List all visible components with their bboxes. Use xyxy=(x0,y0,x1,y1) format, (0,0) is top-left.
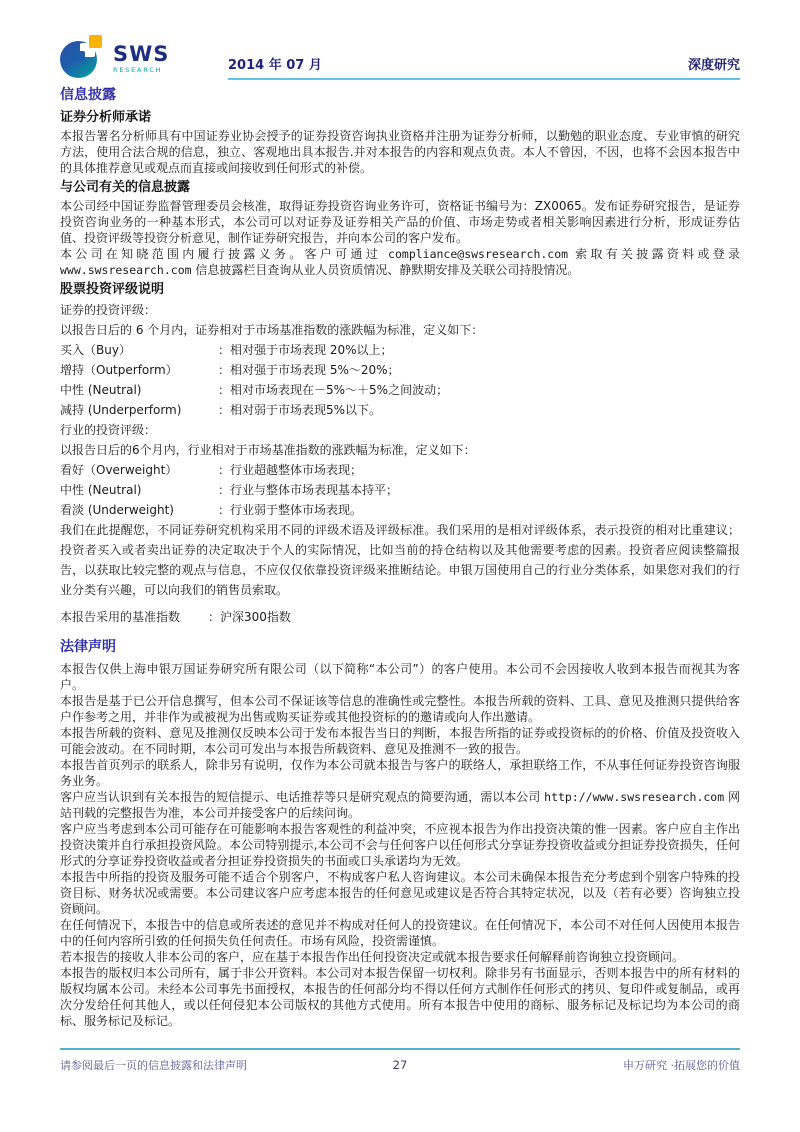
company-disclosure-text-1: 本公司经中国证券监督管理委员会核准，取得证券投资咨询业务许可，资格证书编号为：ZX0065。发布证券研究报告，是证券投资咨询业务的一种基本形式，本公司可以对证券及证券相关产品的价值、市场走势或者相关影响因素进行分析，形成证券估值、投资评级等投资分析意见，制作证券研究报告，并向本公司的客户发布。 xyxy=(60,199,740,245)
rating-row-neutral xyxy=(60,380,740,400)
legal-paragraph-5 xyxy=(60,789,740,821)
rating-label: 减持 (Underperform) xyxy=(60,403,182,417)
rating-desc: ：行业弱于整体市场表现。 xyxy=(218,503,363,517)
footer-disclaimer-note: 请参阅最后一页的信息披露和法律声明 xyxy=(60,1059,247,1072)
page-number: 27 xyxy=(392,1058,408,1072)
report-date: 2014 年 07 月 xyxy=(228,58,322,73)
security-rating-intro: 证券的投资评级： xyxy=(60,303,157,317)
legal-paragraph-8: 在任何情况下，本报告中的信息或所表述的意见并不构成对任何人的投资建议。在任何情况下，本公司不对任何人因使用本报告中的任何内容所引致的任何损失负任何责任。市场有风险，投资需谨慎。 xyxy=(60,918,740,948)
legal-paragraph-7: 本报告中所指的投资及服务可能不适合个别客户，不构成客户私人咨询建议。本公司未确保本报告充分考虑到个别客户特殊的投资目标、财务状况或需要。本公司建议客户应考虑本报告的任何意见或建议是否符合其特定状况，以及（若有必要）咨询独立投资顾问。 xyxy=(60,870,740,916)
footer-rule xyxy=(60,1048,740,1050)
analyst-commitment-text: 本报告署名分析师具有中国证券业协会授予的证券投资咨询执业资格并注册为证券分析师，以勤勉的职业态度、专业审慎的研究方法，使用合法合规的信息，独立、客观地出具本报告.并对本报告的内容和观点负责。本人不曾因，不因，也将不会因本报告中的具体推荐意见或观点而直接或间接收到任何形式的补偿。 xyxy=(60,129,740,175)
logo-orange-square xyxy=(89,35,102,48)
footer-brand-slogan: 申万研究 ·拓展您的价值 xyxy=(623,1059,740,1072)
subsection-company-disclosure: 与公司有关的信息披露 xyxy=(60,180,191,195)
compliance-email: compliance@swsresearch.com xyxy=(388,247,569,261)
disclosure-text-part: 信息披露栏目查询从业人员资质情况、静默期安排及关联公司持股情况。 xyxy=(191,263,580,277)
disclosure-text-part: 索取有关披露资料或登录 xyxy=(568,247,740,261)
rating-label: 增持（Outperform） xyxy=(60,363,178,377)
sws-logo-icon xyxy=(60,34,106,80)
page-footer xyxy=(60,1048,740,1073)
benchmark-label: 本报告采用的基准指数 xyxy=(60,610,181,624)
rating-desc: ：相对弱于市场表现5%以下。 xyxy=(218,403,382,417)
company-website-url: www.swsresearch.com xyxy=(60,263,192,277)
subsection-rating-explanation: 股票投资评级说明 xyxy=(60,282,165,297)
legal-paragraph-4: 本报告首页列示的联系人，除非另有说明，仅作为本公司就本报告与客户的联络人，承担联络工作，不从事任何证券投资咨询服务业务。 xyxy=(60,758,740,788)
rating-row-buy xyxy=(60,340,740,360)
legal-paragraph-1: 本报告仅供上海申银万国证券研究所有限公司（以下简称“本公司”）的客户使用。本公司不会因接收人收到本报告而视其为客户。 xyxy=(60,662,740,692)
legal-statement-body xyxy=(60,661,740,1029)
research-website-url: http://www.swsresearch.com xyxy=(544,790,725,804)
rating-row-overweight xyxy=(60,460,740,480)
rating-row-underweight xyxy=(60,500,740,520)
rating-desc: ：相对强于市场表现 20%以上； xyxy=(218,343,393,357)
section-title-legal-statement: 法律声明 xyxy=(60,639,116,655)
rating-label: 看好（Overweight） xyxy=(60,463,178,477)
logo-sub-name: RESEARCH xyxy=(113,66,163,74)
page-header xyxy=(60,34,740,80)
legal-text-part: 客户应当认识到有关本报告的短信提示、电话推荐等只是研究观点的简要沟通，需以本公司 xyxy=(60,790,545,804)
security-rating-basis: 以报告日后的 6 个月内，证券相对于市场基准指数的涨跌幅为标准，定义如下： xyxy=(60,323,484,337)
disclosure-text-part: 本公司在知晓范围内履行披露义务。客户可通过 xyxy=(60,247,389,261)
industry-rating-intro: 行业的投资评级： xyxy=(60,423,157,437)
benchmark-row xyxy=(60,608,740,626)
section-title-information-disclosure: 信息披露 xyxy=(60,87,116,103)
legal-paragraph-2: 本报告是基于已公开信息撰写，但本公司不保证该等信息的准确性或完整性。本报告所载的资料、工具、意见及推测只提供给客户作参考之用，并非作为或被视为出售或购买证券或其他投资标的的邀请或向人作出邀请。 xyxy=(60,694,740,724)
rating-label: 中性 (Neutral) xyxy=(60,383,142,397)
sws-logo xyxy=(60,34,228,80)
industry-rating-basis: 以报告日后的6个月内，行业相对于市场基准指数的涨跌幅为标准，定义如下： xyxy=(60,443,476,457)
rating-row-underperform xyxy=(60,400,740,420)
legal-text-part: 网站刊载的完整报告为准，本公司并接受客户的后续问询。 xyxy=(60,790,740,820)
logo-brand-name: SWS xyxy=(113,42,170,66)
company-disclosure-text-2 xyxy=(60,246,740,278)
rating-desc: ：行业与整体市场表现基本持平； xyxy=(218,483,399,497)
legal-paragraph-6: 客户应当考虑到本公司可能存在可能影响本报告客观性的利益冲突，不应视本报告为作出投资决策的惟一因素。客户应自主作出投资决策并自行承担投资风险。本公司特别提示,本公司不会与任何客户以任何形式分享证券投资收益或分担证券投资损失，任何形式的分享证券投资收益或者分担证券投资损失的书面或口头承诺均为无效。 xyxy=(60,822,740,868)
rating-row-outperform xyxy=(60,360,740,380)
rating-desc: ：相对强于市场表现 5%～20%； xyxy=(218,363,400,377)
rating-desc: ：相对市场表现在－5%～＋5%之间波动； xyxy=(218,383,449,397)
rating-row-industry-neutral xyxy=(60,480,740,500)
logo-inner-square xyxy=(75,51,85,61)
header-rule xyxy=(228,34,740,80)
logo-text xyxy=(113,44,169,74)
rating-desc: ：行业超越整体市场表现； xyxy=(218,463,363,477)
subsection-analyst-commitment: 证券分析师承诺 xyxy=(60,110,152,125)
legal-paragraph-3: 本报告所载的资料、意见及推测仅反映本公司于发布本报告当日的判断，本报告所指的证券或投资标的的价格、价值及投资收入可能会波动。在不同时期，本公司可发出与本报告所载资料、意见及推测不一致的报告。 xyxy=(60,726,740,756)
rating-system-reminder: 我们在此提醒您，不同证券研究机构采用不同的评级术语及评级标准。我们采用的是相对评级体系，表示投资的相对比重建议；投资者买入或者卖出证券的决定取决于个人的实际情况，比如当前的持仓结构以及其他需要考虑的因素。投资者应阅读整篇报告，以获取比较完整的观点与信息，不应仅仅依靠投资评级来推断结论。申银万国使用自己的行业分类体系，如果您对我们的行业分类有兴趣，可以向我们的销售员索取。 xyxy=(60,523,740,597)
rating-explanation-block xyxy=(60,300,740,520)
legal-paragraph-10: 本报告的版权归本公司所有，属于非公开资料。本公司对本报告保留一切权利。除非另有书面显示，否则本报告中的所有材料的版权均属本公司。未经本公司事先书面授权，本报告的任何部分均不得以任何方式制作任何形式的拷贝、复印件或复制品，或再次分发给任何其他人，或以任何侵犯本公司版权的其他方式使用。所有本报告中使用的商标、服务标记及标记均为本公司的商标、服务标记及标记。 xyxy=(60,966,740,1028)
rating-label: 中性 (Neutral) xyxy=(60,483,142,497)
rating-label: 买入（Buy） xyxy=(60,343,131,357)
benchmark-value: ：沪深300指数 xyxy=(208,610,291,624)
rating-label: 看淡 (Underweight) xyxy=(60,503,174,517)
report-type-label: 深度研究 xyxy=(687,58,740,73)
legal-paragraph-9: 若本报告的接收人非本公司的客户，应在基于本报告作出任何投资决定或就本报告要求任何解释前咨询独立投资顾问。 xyxy=(60,950,685,964)
